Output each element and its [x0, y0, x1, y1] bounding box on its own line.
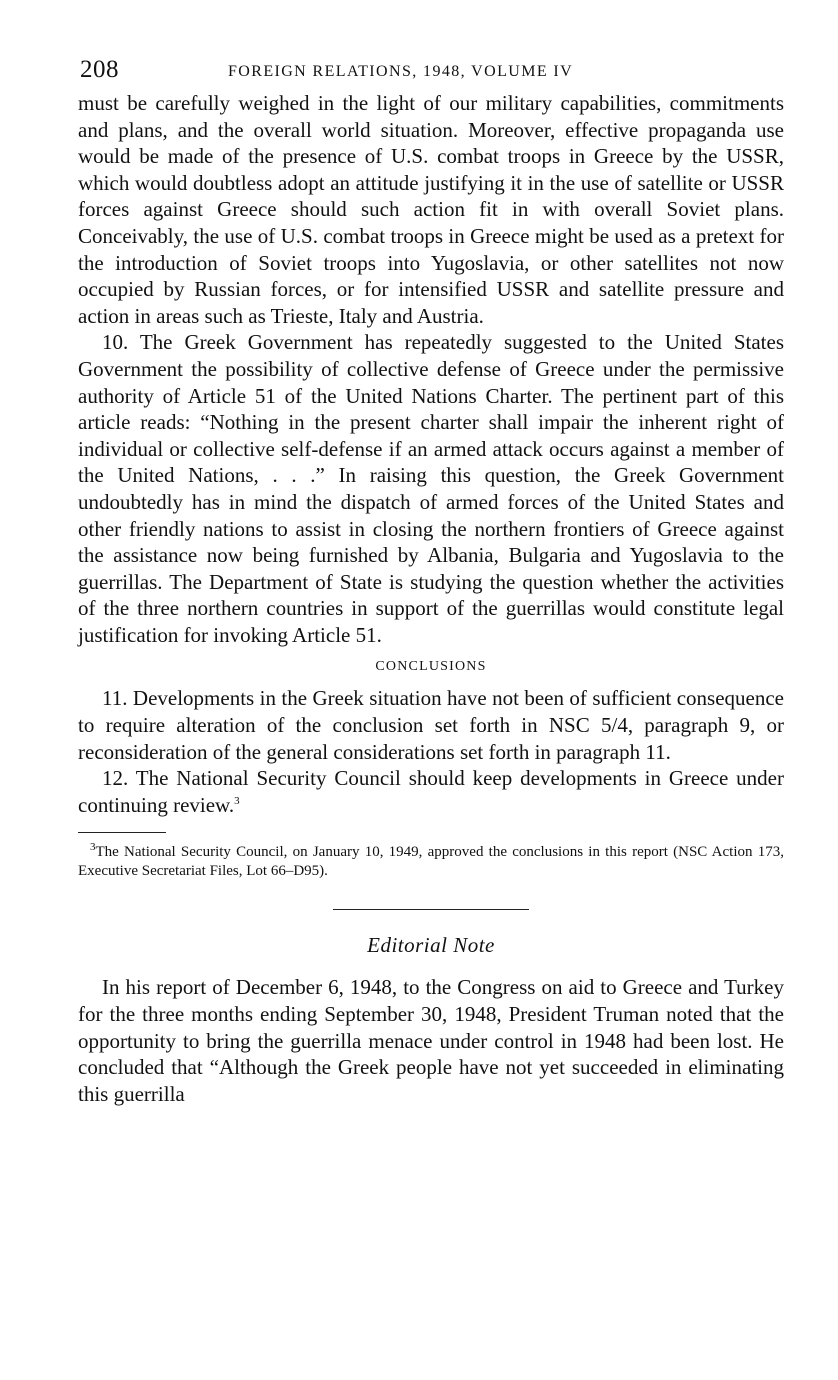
conclusions-heading: CONCLUSIONS	[375, 659, 487, 675]
footnote-mark: 3	[90, 841, 96, 854]
paragraph-10: 10. The Greek Government has repeatedly suggested to the United States Government the possibility of collective defense of Greece under the permissive authority of Article 51 of the United Nations Charter. The pertinent part of this article reads: “Nothing in the present charter shall impair the inherent right of individual or collective self-defense if an armed attack occurs against a member of the United Nations, . . .” In raising this question, the Greek Government undoubtedly has in mind the dispatch of armed forces of the United States and other friendly nations to assist in closing the northern frontiers of Greece against the assistance now being furnished by Albania, Bulgaria and Yugoslavia to the guerrillas. The Department of State is studying the question whether the activities of the three northern countries in support of the guerrillas would constitute legal justification for invoking Article 51.	[78, 330, 784, 647]
footnote-rule	[78, 832, 166, 833]
running-head	[78, 50, 784, 90]
section-divider	[333, 909, 529, 910]
editorial-note-title: Editorial Note	[367, 933, 495, 958]
paragraph-9-continuation: must be carefully weighed in the light of our military capabilities, commitments and plans, and the overall world situation. Moreover, effective propaganda use would be made of the presence of U.S. combat troops in Greece by the USSR, which would doubtless adopt an attitude justifying it in the use of satellite or USSR forces against Greece should such action fit in with overall Soviet plans. Conceivably, the use of U.S. combat troops in Greece might be used as a pretext for the introduction of Soviet troops into Yugoslavia, or other satellites not now occupied by Russian forces, or for intensified USSR and satellite pressure and action in areas such as Trieste, Italy and Austria.	[78, 91, 784, 328]
running-head-title: FOREIGN RELATIONS, 1948, VOLUME IV	[228, 63, 574, 80]
footnote	[78, 843, 784, 881]
editorial-note-text: In his report of December 6, 1948, to the Congress on aid to Greece and Turkey for the three months ending September 30, 1948, President Truman noted that the opportunity to bring the guerrilla menace under control in 1948 had been lost. He concluded that “Although the Greek people have not yet succeeded in eliminating this guerrilla	[78, 975, 784, 1106]
paragraph-12	[78, 765, 784, 818]
document-page	[78, 50, 784, 1107]
footnote-reference: 3	[234, 794, 240, 807]
page-number: 208	[80, 56, 119, 83]
footnote-text: The National Security Council, on January 10, 1949, approved the conclusions in this report (NSC Action 173, Executive Secretariat Files, Lot 66–D95).	[78, 844, 784, 880]
paragraph-11: 11. Developments in the Greek situation have not been of sufficient consequence to require alteration of the conclusion set forth in NSC 5/4, paragraph 9, or reconsideration of the general considerations set forth in paragraph 11.	[78, 686, 784, 764]
paragraph-12-text: 12. The National Security Council should keep developments in Greece under continuing review.	[78, 766, 784, 817]
